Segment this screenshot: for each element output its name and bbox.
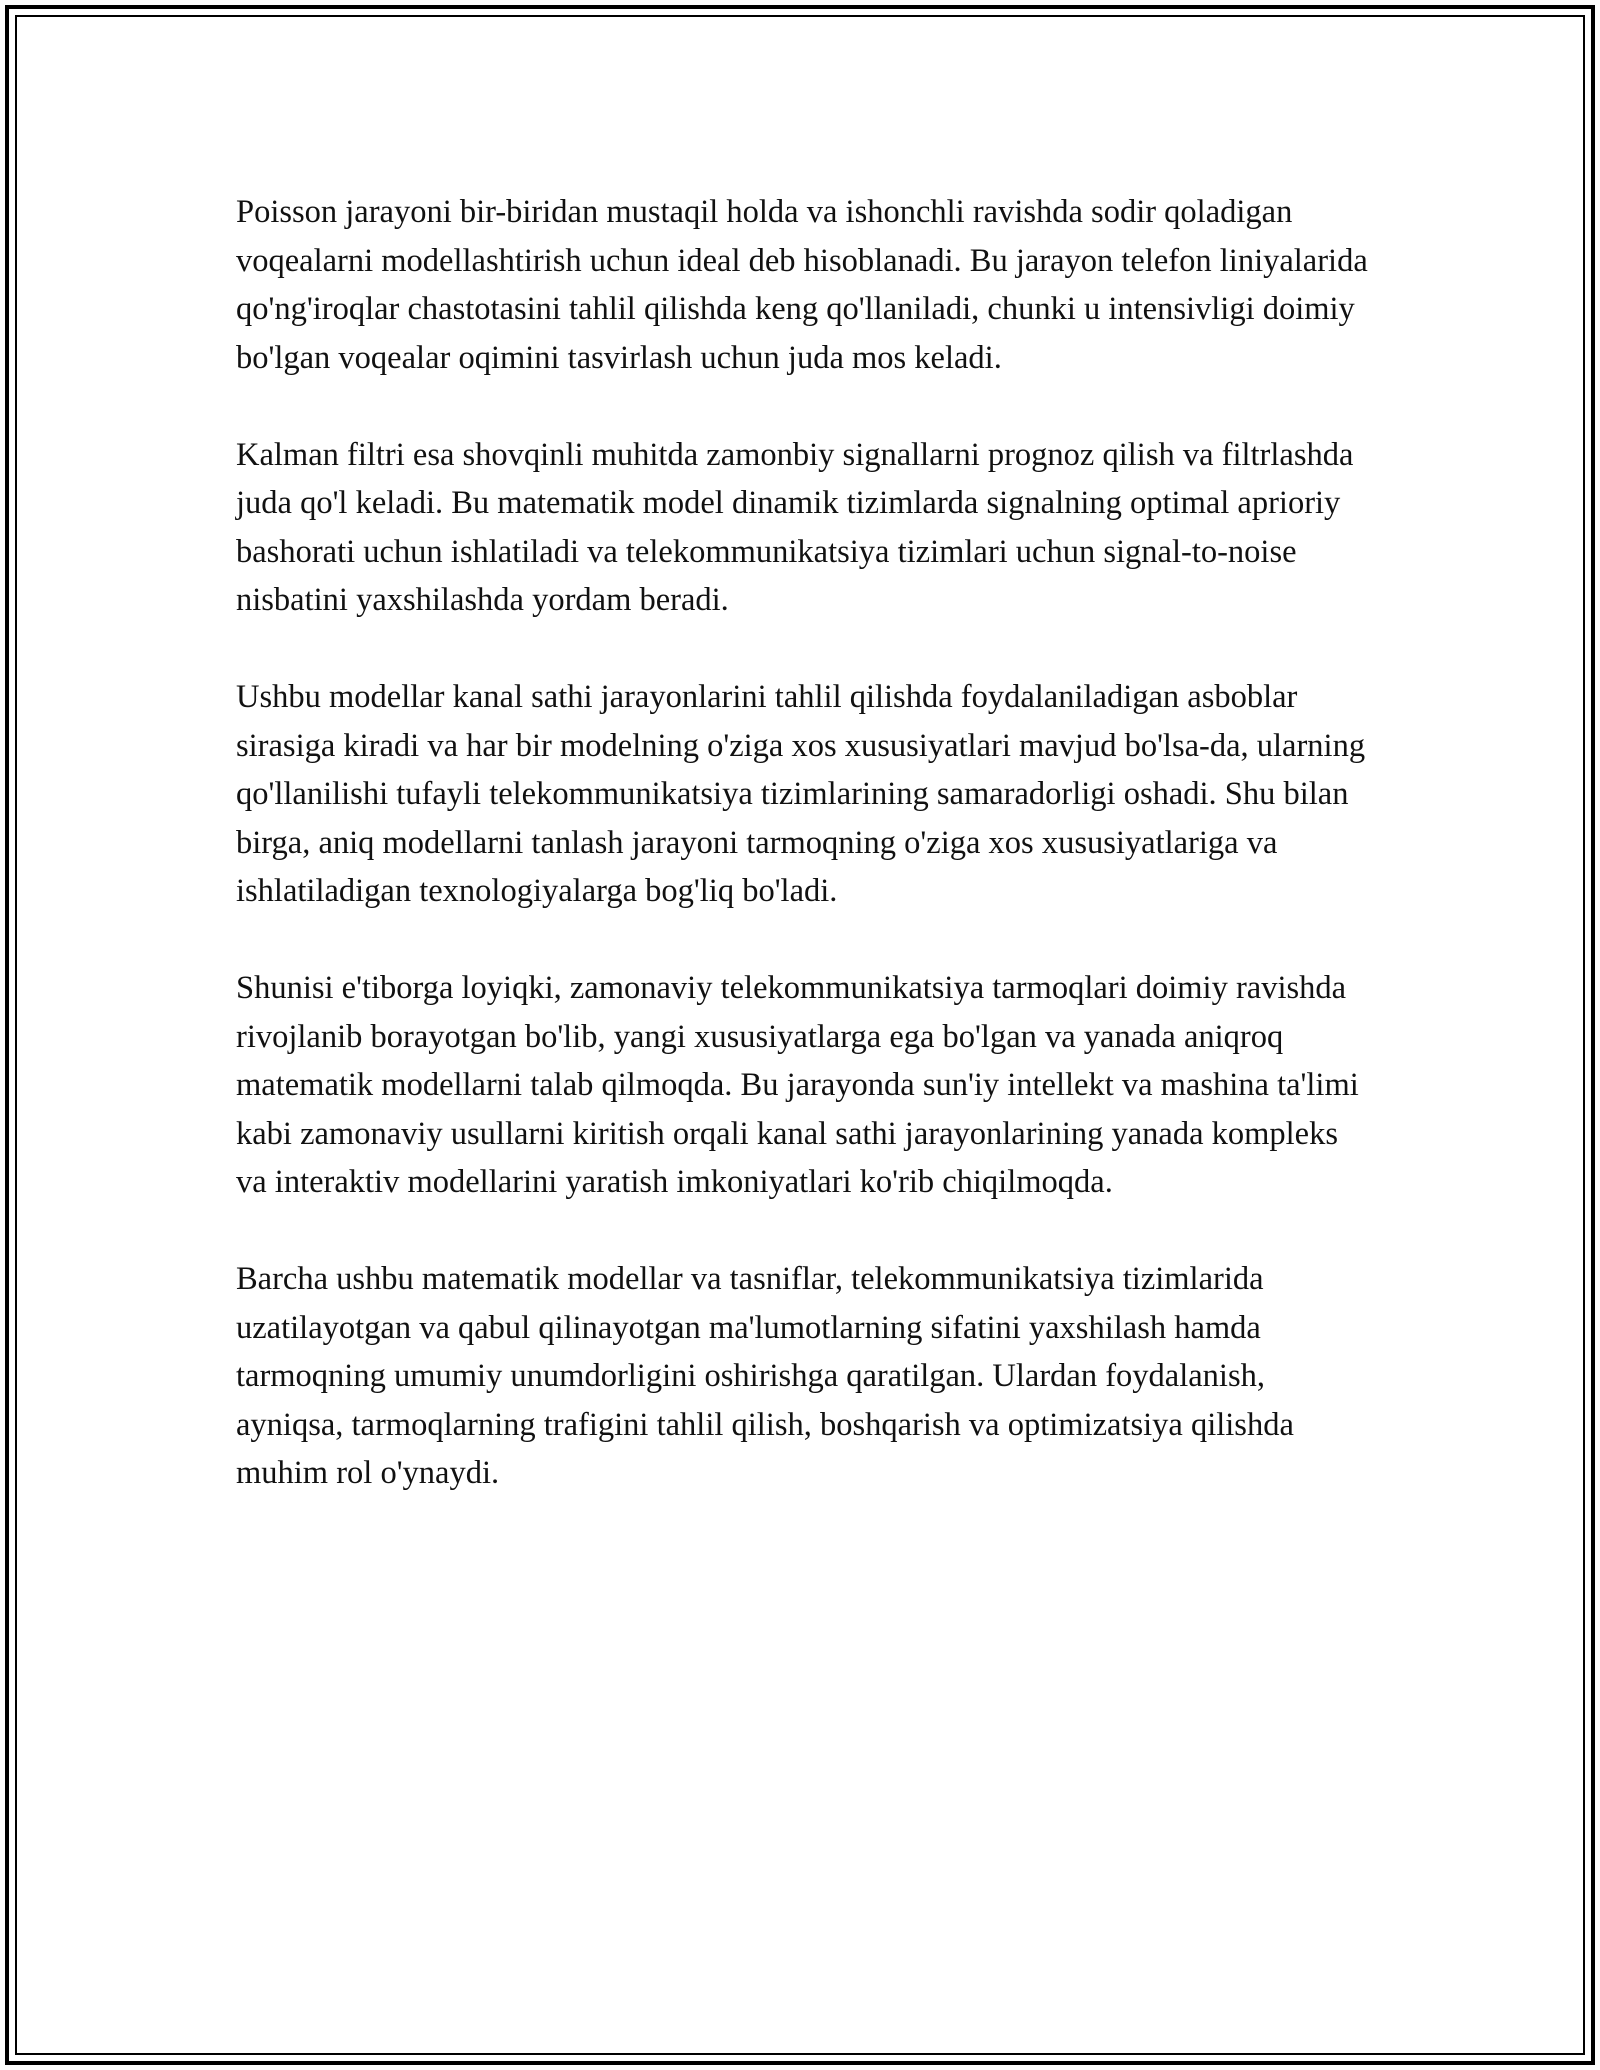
paragraph-poisson: Poisson jarayoni bir-biridan mustaqil holda va ishonchli ravishda sodir qoladigan voqealarni modellashtirish uchun ideal deb hisoblanadi. Bu jarayon telefon liniyalarida qo'ng'iroqlar chastotasini tahlil qilishda keng qo'llaniladi, chunki u intensivligi doimiy bo'lgan voqealar oqimini tasvirlash uchun juda mos keladi. <box>236 194 1368 376</box>
paragraph-kalman: Kalman filtri esa shovqinli muhitda zamonbiy signallarni prognoz qilish va filtrlashda juda qo'l keladi. Bu matematik model dinamik tizimlarda signalning optimal aprioriy bashorati uchun ishlatiladi va telekommunikatsiya tizimlari uchun signal-to-noise nisbatini yaxshilashda yordam beradi. <box>236 436 1354 618</box>
paragraph-modern-networks: Shunisi e'tiborga loyiqki, zamonaviy telekommunikatsiya tarmoqlari doimiy ravishda rivojlanib borayotgan bo'lib, yangi xususiyatlarga ega bo'lgan va yanada aniqroq matematik modellarni talab qilmoqda. Bu jarayonda sun'iy intellekt va mashina ta'limi kabi zamonaviy usullarni kiritish orqali kanal sathi jarayonlarining yanada kompleks va interaktiv modellarini yaratish imkoniyatlari ko'rib chiqilmoqda. <box>236 970 1359 1200</box>
document-body <box>236 188 1376 1546</box>
paragraph-models: Ushbu modellar kanal sathi jarayonlarini tahlil qilishda foydalaniladigan asboblar sirasiga kiradi va har bir modelning o'ziga xos xususiyatlari mavjud bo'lsa-da, ularning qo'llanilishi tufayli telekommunikatsiya tizimlarining samaradorligi oshadi. Shu bilan birga, aniq modellarni tanlash jarayoni tarmoqning o'ziga xos xususiyatlariga va ishlatiladigan texnologiyalarga bog'liq bo'ladi. <box>236 679 1366 909</box>
paragraph-conclusion: Barcha ushbu matematik modellar va tasniflar, telekommunikatsiya tizimlarida uzatilayotgan va qabul qilinayotgan ma'lumotlarning sifatini yaxshilash hamda tarmoqning umumiy unumdorligini oshirishga qaratilgan. Ulardan foydalanish, ayniqsa, tarmoqlarning trafigini tahlil qilish, boshqarish va optimizatsiya qilishda muhim rol o'ynaydi. <box>236 1261 1294 1491</box>
